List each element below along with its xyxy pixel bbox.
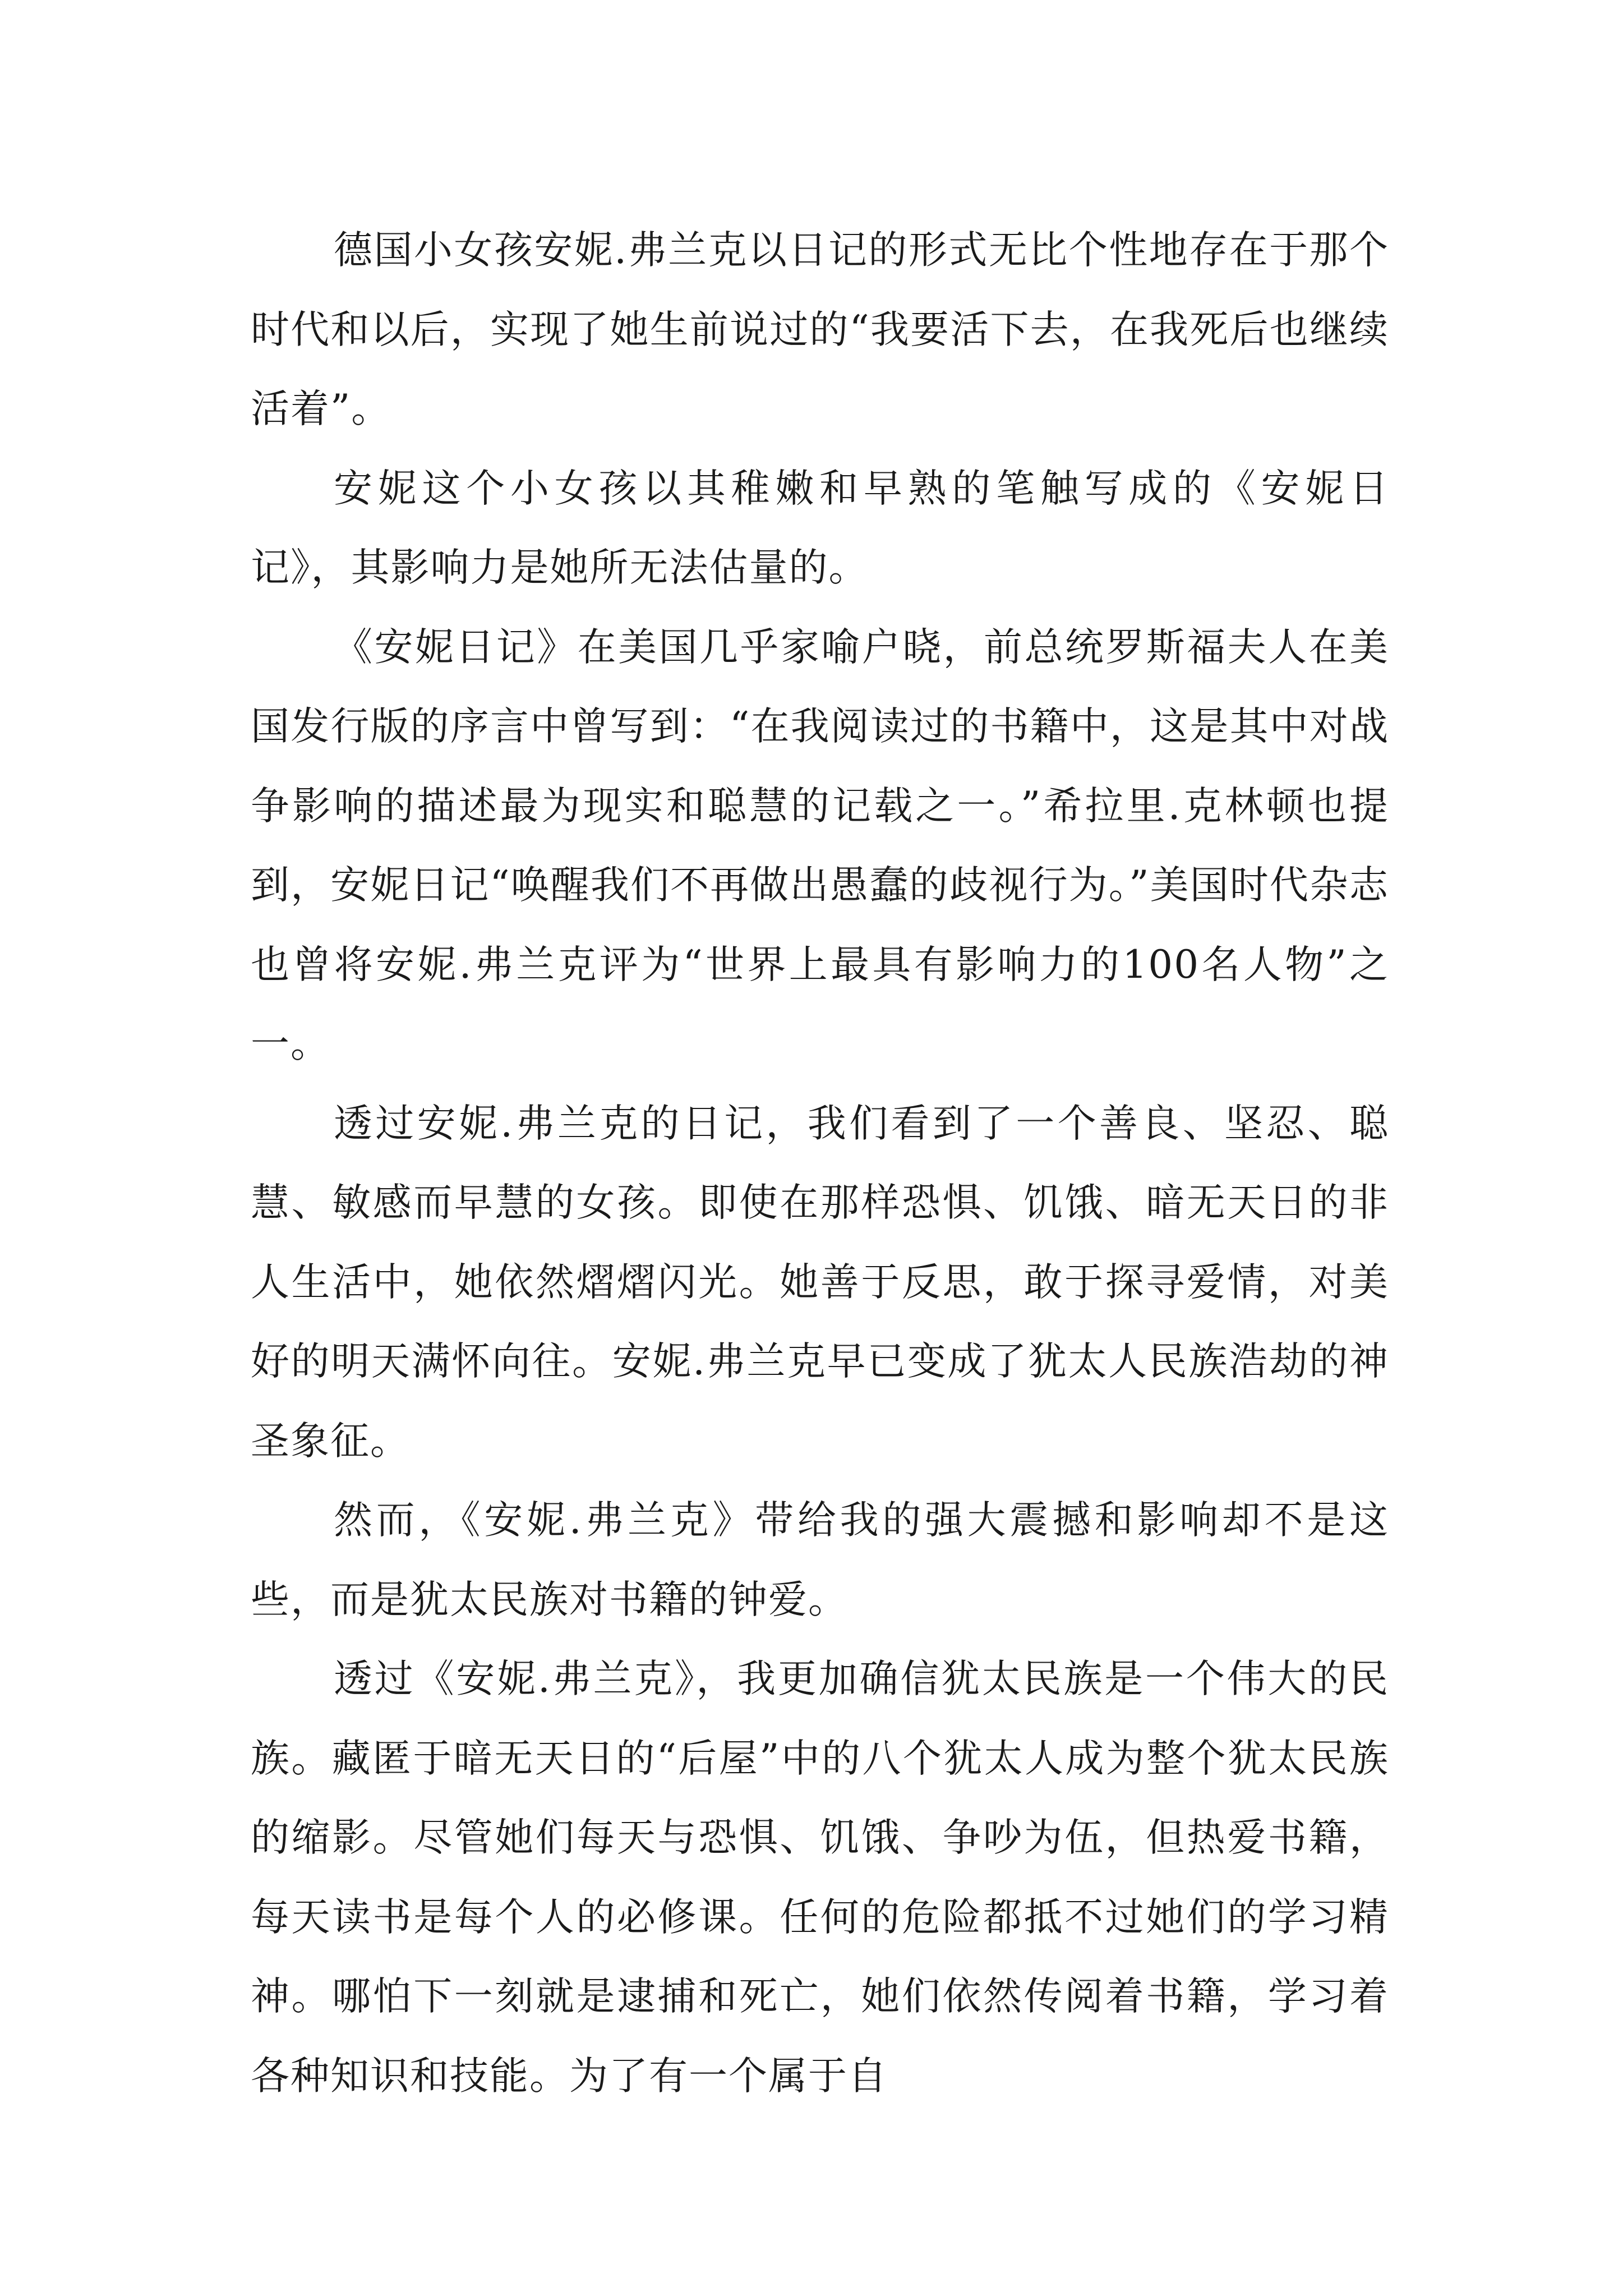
paragraph-4: 透过安妮.弗兰克的日记，我们看到了一个善良、坚忍、聪慧、敏感而早慧的女孩。即使在那样恐惧、饥饿、暗无天日的非人生活中，她依然熠熠闪光。她善于反思，敢于探寻爱情，对美好的明天满怀向往。安妮.弗兰克早已变成了犹太人民族浩劫的神圣象征。 <box>251 1101 1389 1464</box>
paragraph-2: 安妮这个小女孩以其稚嫩和早熟的笔触写成的《安妮日记》，其影响力是她所无法估量的。 <box>251 466 1389 590</box>
document-body <box>251 211 1389 2116</box>
paragraph-6: 透过《安妮.弗兰克》，我更加确信犹太民族是一个伟大的民族。藏匿于暗无天日的“后屋”中的八个犹太人成为整个犹太民族的缩影。尽管她们每天与恐惧、饥饿、争吵为伍，但热爱书籍，每天读书是每个人的必修课。任何的危险都抵不过她们的学习精神。哪怕下一刻就是逮捕和死亡，她们依然传阅着书籍，学习着各种知识和技能。为了有一个属于自 <box>251 1657 1389 2099</box>
paragraph-5: 然而，《安妮.弗兰克》带给我的强大震撼和影响却不是这些，而是犹太民族对书籍的钟爱。 <box>251 1498 1389 1622</box>
paragraph-3: 《安妮日记》在美国几乎家喻户晓，前总统罗斯福夫人在美国发行版的序言中曾写到：“在我阅读过的书籍中，这是其中对战争影响的描述最为现实和聪慧的记载之一。”希拉里.克林顿也提到，安妮日记“唤醒我们不再做出愚蠢的歧视行为。”美国时代杂志也曾将安妮.弗兰克评为“世界上最具有影响力的100名人物”之一。 <box>251 624 1389 1066</box>
paragraph-1: 德国小女孩安妮.弗兰克以日记的形式无比个性地存在于那个时代和以后，实现了她生前说过的“我要活下去，在我死后也继续活着”。 <box>251 228 1389 431</box>
